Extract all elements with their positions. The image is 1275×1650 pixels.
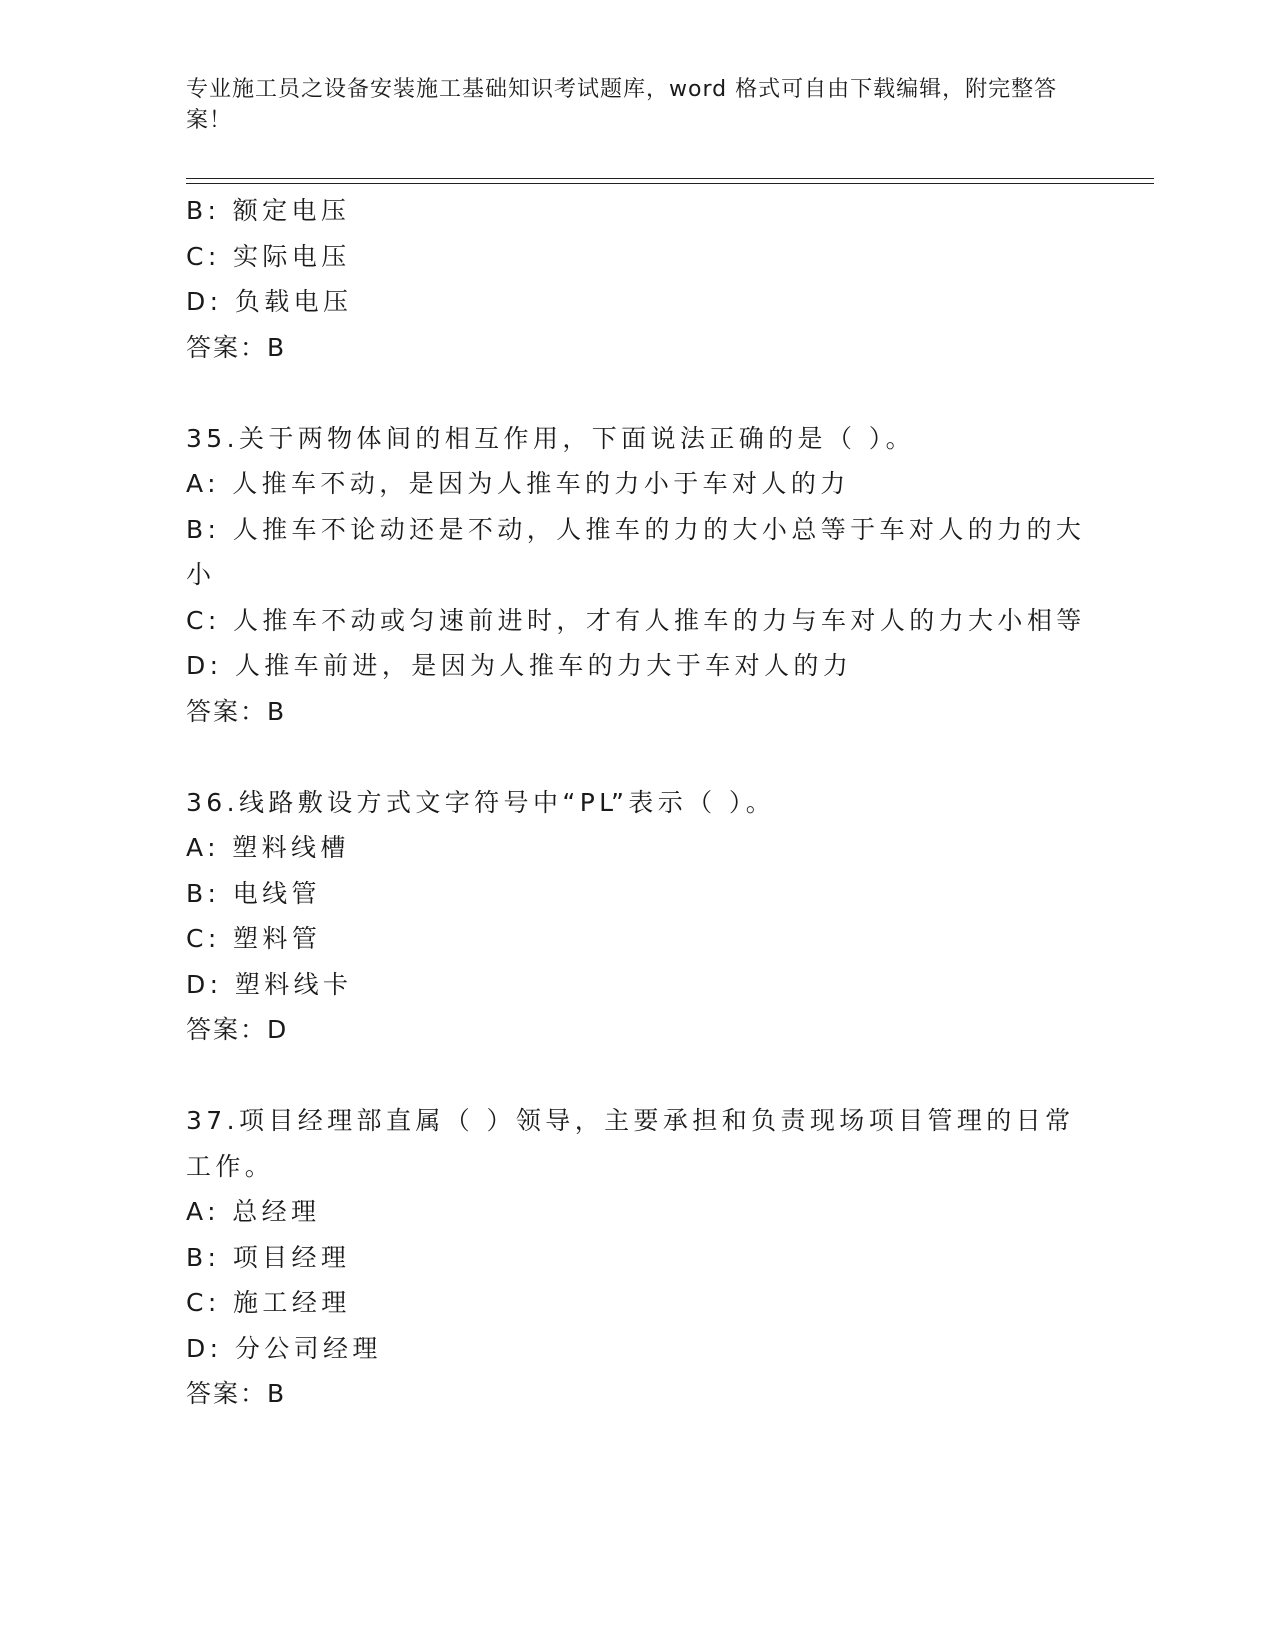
option-a: A: 塑料线槽 <box>186 833 350 862</box>
spacer <box>186 734 1086 780</box>
answer-line: 答案：B <box>186 332 287 362</box>
answer-line: 答案：B <box>186 1379 287 1408</box>
header-rule-top <box>186 178 1154 179</box>
question-block-37 <box>186 1098 1086 1417</box>
option-d: D: 人推车前进，是因为人推车的力大于车对人的力 <box>186 651 853 680</box>
question-block-36 <box>186 780 1086 1053</box>
option-a: A: 总经理 <box>186 1197 321 1226</box>
question-content <box>186 188 1086 1417</box>
spacer <box>186 1053 1086 1099</box>
option-b: B: 电线管 <box>186 878 321 908</box>
option-d: D: 塑料线卡 <box>186 969 353 999</box>
option-b: B: 项目经理 <box>186 1242 351 1272</box>
answer-line: 答案：B <box>186 696 287 726</box>
option-c: C: 人推车不动或匀速前进时，才有人推车的力与车对人的力大小相等 <box>186 605 1086 635</box>
question-stem: 35.关于两物体间的相互作用，下面说法正确的是（ ）。 <box>186 423 916 453</box>
option-c: C: 施工经理 <box>186 1288 351 1317</box>
document-header: 专业施工员之设备安装施工基础知识考试题库，word 格式可自由下载编辑，附完整答案！ <box>186 77 1058 133</box>
question-block-34 <box>186 188 1086 370</box>
option-a: A: 人推车不动，是因为人推车的力小于车对人的力 <box>186 469 850 498</box>
option-b: B: 额定电压 <box>186 196 351 225</box>
header-rule-bottom <box>186 183 1154 184</box>
option-c: C: 塑料管 <box>186 924 322 953</box>
option-c: C: 实际电压 <box>186 241 351 271</box>
option-d: D: 分公司经理 <box>186 1333 382 1363</box>
answer-line: 答案：D <box>186 1015 289 1044</box>
option-b: B: 人推车不论动还是不动，人推车的力的大小总等于车对人的力的大小 <box>186 514 1086 589</box>
spacer <box>186 370 1086 416</box>
question-stem: 37.项目经理部直属（ ）领导，主要承担和负责现场项目管理的日常工作。 <box>186 1106 1075 1181</box>
question-stem: 36.线路敷设方式文字符号中“PL”表示（ ）。 <box>186 787 776 817</box>
option-d: D: 负载电压 <box>186 287 353 316</box>
question-block-35 <box>186 416 1086 735</box>
